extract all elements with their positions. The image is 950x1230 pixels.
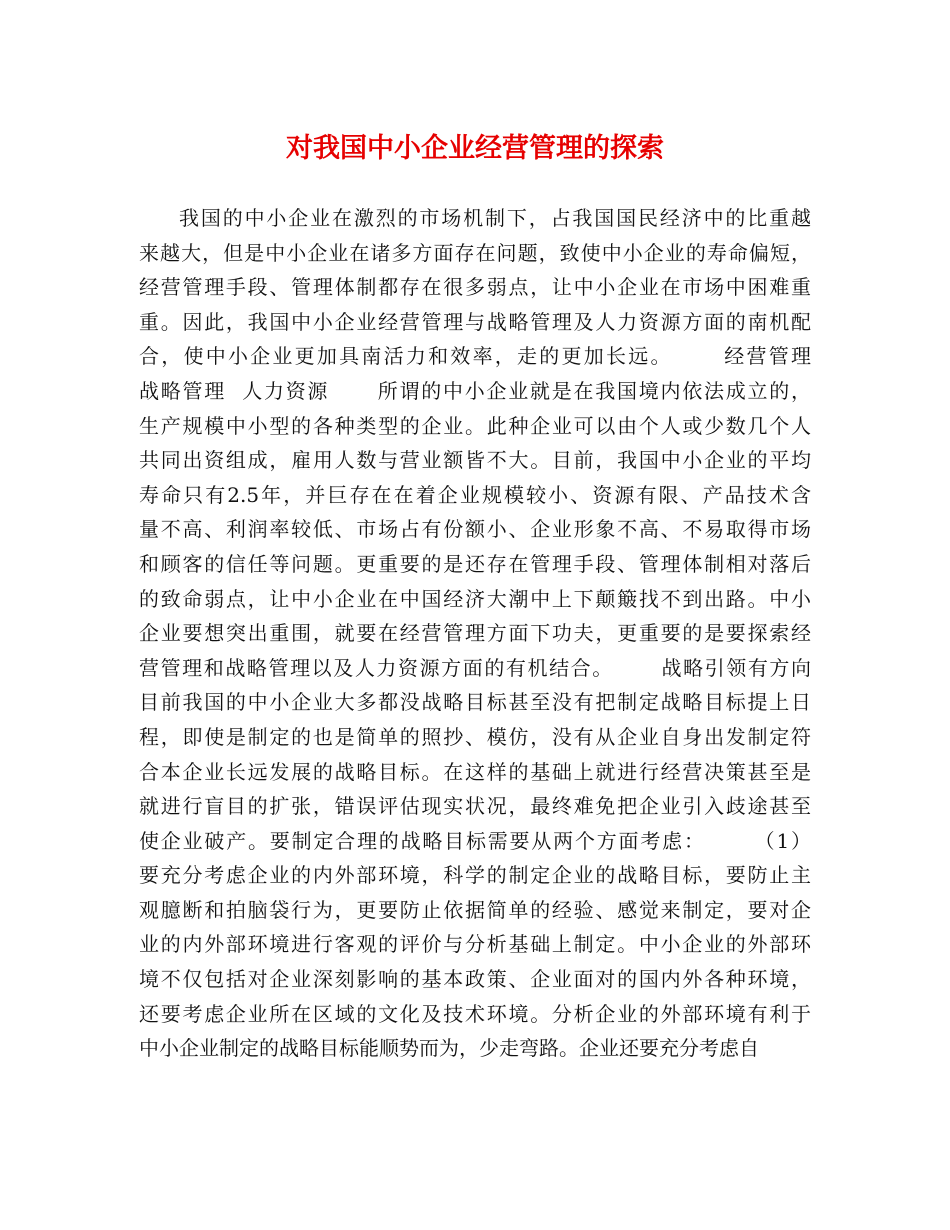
body-line: 境不仅包括对企业深刻影响的基本政策、企业面对的国内外各种环境， [139, 967, 811, 992]
body-line: 量不高、利润率较低、市场占有份额小、企业形象不高、不易取得市场 [139, 517, 811, 542]
body-line: 要充分考虑企业的内外部环境，科学的制定企业的战略目标，要防止主 [139, 863, 811, 888]
body-line: 程，即使是制定的也是简单的照抄、模仿，没有从企业自身出发制定符 [139, 724, 811, 749]
body-line: 和顾客的信任等问题。更重要的是还存在管理手段、管理体制相对落后 [139, 551, 811, 576]
body-line: 生产规模中小型的各种类型的企业。此种企业可以由个人或少数几个人 [139, 413, 811, 438]
body-line: 经营管理手段、管理体制都存在很多弱点，让中小企业在市场中困难重 [139, 275, 811, 300]
document-title: 对我国中小企业经营管理的探索 [286, 133, 664, 164]
body-line: 中小企业制定的战略目标能顺势而为，少走弯路。企业还要充分考虑自 [139, 1036, 759, 1061]
body-line: 来越大，但是中小企业在诸多方面存在问题，致使中小企业的寿命偏短， [139, 240, 811, 265]
body-line: 共同出资组成，雇用人数与营业额皆不大。目前，我国中小企业的平均 [139, 448, 811, 473]
body-line: 使企业破产。要制定合理的战略目标需要从两个方面考虑： （1） [139, 828, 811, 853]
body-line: 业的内外部环境进行客观的评价与分析基础上制定。中小企业的外部环 [139, 932, 811, 957]
body-line: 就进行盲目的扩张，错误评估现实状况，最终难免把企业引入歧途甚至 [139, 794, 811, 819]
body-line: 营管理和战略管理以及人力资源方面的有机结合。 战略引领有方向 [139, 655, 811, 680]
body-line: 企业要想突出重围，就要在经营管理方面下功夫，更重要的是要探索经 [139, 621, 811, 646]
body-line: 合本企业长远发展的战略目标。在这样的基础上就进行经营决策甚至是 [139, 759, 811, 784]
body-line: 我国的中小企业在激烈的市场机制下，占我国国民经济中的比重越 [179, 206, 811, 230]
body-line: 的致命弱点，让中小企业在中国经济大潮中上下颠簸找不到出路。中小 [139, 586, 811, 611]
document-body [139, 201, 811, 1066]
body-line: 战略管理 人力资源 所谓的中小企业就是在我国境内依法成立的， [139, 378, 811, 403]
body-line: 观臆断和拍脑袋行为，更要防止依据简单的经验、感觉来制定，要对企 [139, 897, 811, 922]
body-line: 寿命只有2.5年，并巨存在在着企业规模较小、资源有限、产品技术含 [139, 482, 811, 507]
body-line: 重。因此，我国中小企业经营管理与战略管理及人力资源方面的南机配 [139, 309, 811, 334]
body-line: 合，使中小企业更加具南活力和效率，走的更加长远。 经营管理 [139, 344, 811, 369]
body-line: 还要考虑企业所在区域的文化及技术环境。分析企业的外部环境有利于 [139, 1001, 811, 1026]
body-line: 目前我国的中小企业大多都没战略目标甚至没有把制定战略目标提上日 [139, 690, 811, 715]
